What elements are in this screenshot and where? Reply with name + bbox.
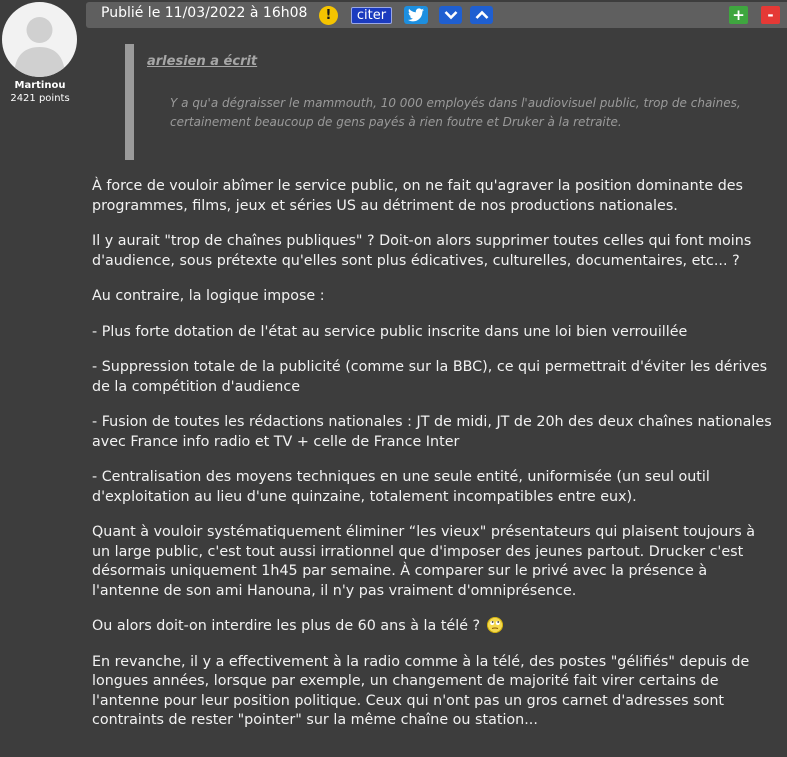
default-user-icon <box>2 2 77 77</box>
avatar[interactable] <box>2 2 77 77</box>
quote-author[interactable]: arlesien a écrit <box>147 54 258 69</box>
publish-date: Publié le 11/03/2022 à 16h08 <box>101 5 308 21</box>
share-twitter-button[interactable] <box>404 6 428 24</box>
scroll-up-button[interactable] <box>470 6 493 24</box>
report-button[interactable] <box>319 6 338 25</box>
user-sidebar <box>0 0 80 757</box>
rolling-eyes-smiley-icon <box>487 617 503 633</box>
quote-button[interactable]: citer <box>351 7 392 24</box>
paragraph: - Fusion de toutes les rédactions nationales : JT de midi, JT de 20h des deux chaînes nationales avec France info radio et TV + celle de France Inter <box>92 414 772 450</box>
paragraph: - Suppression totale de la publicité (comme sur la BBC), ce qui permettrait d'éviter les dérives de la compétition d'audience <box>92 359 768 395</box>
exclamation-icon: ! <box>325 8 332 23</box>
paragraph-with-smiley <box>92 617 777 637</box>
upvote-button[interactable]: + <box>729 6 748 24</box>
chevron-down-icon <box>444 10 458 20</box>
paragraph: - Centralisation des moyens techniques en une seule entité, uniformisée (un seul outil d'exploitation au lieu d'une quinzaine, totalement incompatibles entre eux). <box>92 469 710 505</box>
quote-block <box>125 44 774 160</box>
downvote-button[interactable]: - <box>761 6 780 24</box>
username[interactable]: Martinou <box>14 80 66 91</box>
post-header <box>86 2 787 28</box>
quote-text: Y a qu'a dégraisser le mammouth, 10 000 employés dans l'audiovisuel public, trop de chaines, certainement beaucoup de gens payés à rien foutre et Druker à la retraite. <box>170 96 741 129</box>
paragraph: À force de vouloir abîmer le service public, on ne fait qu'agraver la position dominante des programmes, films, jeux et séries US au détriment de nos productions nationales. <box>92 178 744 214</box>
scroll-down-button[interactable] <box>439 6 462 24</box>
post-content <box>92 177 777 747</box>
paragraph: En revanche, il y a effectivement à la radio comme à la télé, des postes "gélifiés" depuis de longues années, lorsque par exemple, un changement de majorité fait virer certains de l'antenne pour leur position politique. Ceux qui n'ont pas un gros carnet d'adresses sont contraints de rester "pointer" sur la même chaîne ou station... <box>92 653 750 728</box>
paragraph: Quant à vouloir systématiquement éliminer “les vieux" présentateurs qui plaisent toujours à un large public, c'est tout aussi irrationnel que d'imposer des jeunes partout. Drucker c'est désormais uniquement 1h45 par semaine. À comparer sur le privé avec la présence à l'antenne de son ami Hanouna, il n'y pas vraiment d'omniprésence. <box>92 524 755 599</box>
twitter-icon <box>408 8 424 22</box>
paragraph: - Plus forte dotation de l'état au service public inscrite dans une loi bien verrouillée <box>92 323 688 340</box>
paragraph: Il y aurait "trop de chaînes publiques" ? Doit-on alors supprimer toutes celles qui font moins d'audience, sous prétexte qu'elles sont plus édicatives, culturelles, documentaires, etc... ? <box>92 233 752 269</box>
user-points: 2421 points <box>10 93 70 104</box>
paragraph: Au contraire, la logique impose : <box>92 288 325 304</box>
paragraph-text: Ou alors doit-on interdire les plus de 60 ans à la télé ? <box>92 618 481 634</box>
chevron-up-icon <box>475 10 489 20</box>
